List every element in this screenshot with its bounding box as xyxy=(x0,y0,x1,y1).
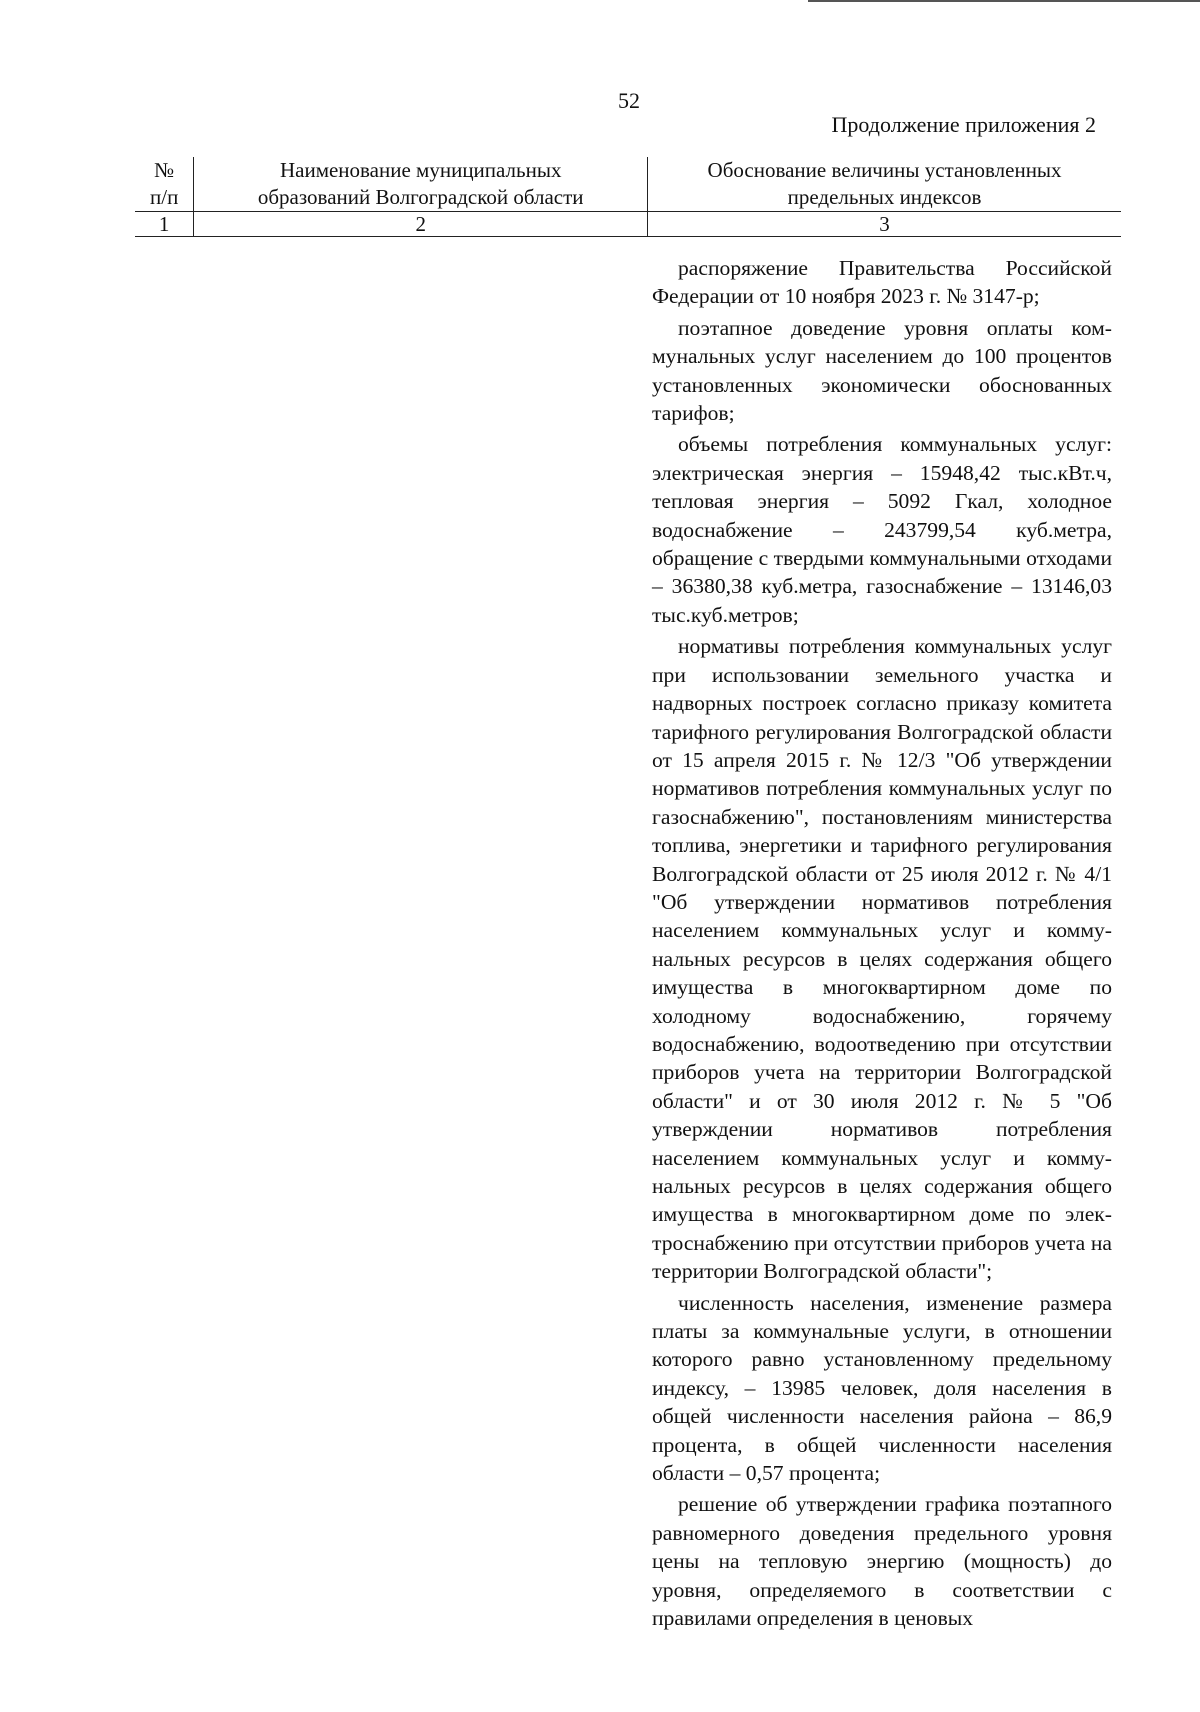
header-municipality-line2: образований Волгоградской области xyxy=(257,185,584,209)
header-cell-number xyxy=(135,157,194,212)
paragraph: объемы потребления коммунальных услуг: электрическая энергия – 15948,42 тыс.кВт.ч, тепловая энергия – 5092 Гкал, холодное водоснабжение – 243799,54 куб.метра, обращение с твердыми коммунальными отходами – 36380,38 куб.метра, газоснабжение – 13146,03 тыс.куб.метров; xyxy=(652,432,1112,627)
header-table xyxy=(135,157,1121,237)
top-edge-rule xyxy=(808,0,1200,2)
page-number: 52 xyxy=(618,88,640,113)
paragraph: распоряжение Правительства Российской Федерации от 10 ноября 2023 г. № 3147-р; xyxy=(652,256,1112,309)
header-number-line2: п/п xyxy=(150,185,179,209)
column-number-2: 2 xyxy=(194,212,648,237)
paragraph: поэтапное доведение уровня оплаты коммунальных услуг населением до 100 процентов установленных экономически обоснованных тарифов; xyxy=(652,315,1112,426)
table-header-row xyxy=(135,157,1121,212)
paragraph: нормативы потребления коммунальных услуг при использовании земельного участка и надворных построек согласно приказу комитета тарифного регулирования Волгоградской области от 15 апреля 2015 г. № 12/3 "Об утверждении нормативов потребления коммунальных услуг по газоснабжению", постановлениям министерства топлива, энергетики и тарифного регулирования Волгоградской области от 25 июля 2012 г. № 4/1 "Об утверждении нормативов потребления населением коммунальных услуг и коммунальных ресурсов в целях содержания общего имущества в многоквартирном доме по холодному водоснабжению, горячему водоснабжению, водоотведению при отсутствии приборов учета на территории Волгоградской области" и от 30 июля 2012 г. № 5 "Об утверждении нормативов потребления населением коммунальных услуг и коммунальных ресурсов в целях содержания общего имущества в многоквартирном доме по электроснабжению при отсутствии приборов учета на территории Волгоградской области"; xyxy=(652,634,1112,1284)
paragraph: решение об утверждении графика поэтапного равномерного доведения предельного уровня цены на тепловую энергию (мощность) до уровня, определяемого в соответствии с правилами определения в ценовых xyxy=(652,1492,1112,1631)
justification-text xyxy=(652,254,1112,1636)
appendix-continuation-label: Продолжение приложения 2 xyxy=(831,112,1096,137)
column-number-1: 1 xyxy=(135,212,194,237)
paragraph: численность населения, изменение размера платы за коммунальные услуги, в отношении которого равно установленному предельному индексу, – 13985 человек, доля населения в общей численности населения района – 86,9 процента, в общей численности населения области – 0,57 процента; xyxy=(652,1290,1112,1486)
header-justification-line2: предельных индексов xyxy=(787,185,982,209)
header-cell-municipality xyxy=(194,157,648,212)
header-municipality-line1: Наименование муниципальных xyxy=(279,158,562,182)
header-cell-justification xyxy=(648,157,1121,212)
column-number-row xyxy=(135,212,1121,237)
header-justification-line1: Обоснование величины установленных xyxy=(707,158,1062,182)
column-number-3: 3 xyxy=(648,212,1121,237)
header-number-line1: № xyxy=(154,158,175,182)
